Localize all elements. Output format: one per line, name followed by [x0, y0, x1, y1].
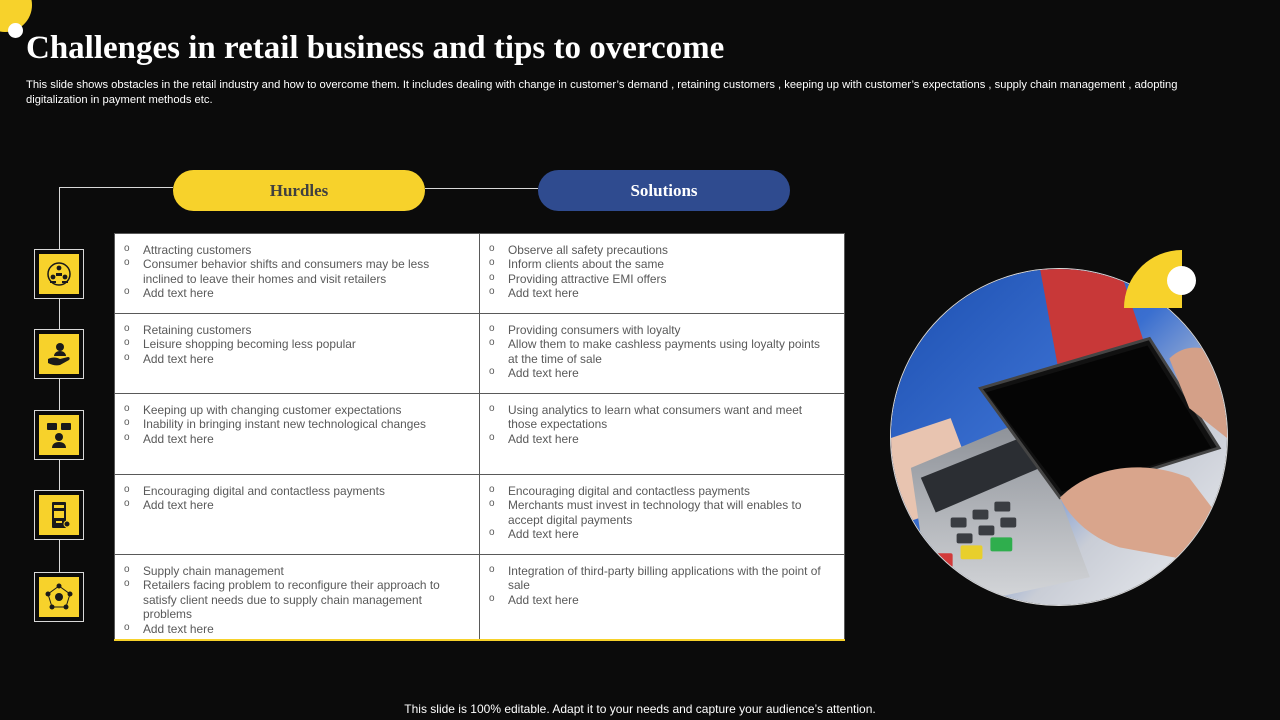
list-item: o Add text here	[124, 498, 465, 512]
row-icon-3	[34, 410, 84, 460]
corner-dot	[8, 23, 23, 38]
solutions-header: Solutions	[538, 170, 790, 211]
list-item: o Retaining customers	[124, 323, 465, 337]
table-row	[115, 394, 844, 475]
list-item: o Add text here	[489, 432, 830, 446]
photo-decoration-dot	[1167, 266, 1196, 295]
row-icon-5	[34, 572, 84, 622]
solutions-cell	[480, 394, 844, 474]
solutions-cell	[480, 475, 844, 554]
footer-note: This slide is 100% editable. Adapt it to your needs and capture your audience’s attention.	[404, 702, 876, 716]
row-icon-2	[34, 329, 84, 379]
list-item: o Supply chain management	[124, 564, 465, 578]
hurdles-header: Hurdles	[173, 170, 425, 211]
row-icon-1	[34, 249, 84, 299]
table-row	[115, 314, 844, 394]
list-item: o Add text here	[489, 593, 830, 607]
list-item: o Allow them to make cashless payments using loyalty points at the time of sale	[489, 337, 830, 366]
supply-network-icon	[44, 582, 74, 612]
hand-user-icon	[44, 339, 74, 369]
list-item: o Merchants must invest in technology that will enables to accept digital payments	[489, 498, 830, 527]
list-item: o Add text here	[489, 286, 830, 300]
page-subtitle: This slide shows obstacles in the retail industry and how to overcome them. It includes dealing with change in customer’s demand , retaining customers , keeping up with customer’s expectations , supply chain management , adopting digitalization in payment methods etc.	[26, 79, 1178, 106]
connector-line	[425, 188, 538, 189]
hurdles-cell	[115, 475, 480, 554]
table-row	[115, 234, 844, 314]
list-item: o Inform clients about the same	[489, 257, 830, 271]
list-item: o Providing attractive EMI offers	[489, 272, 830, 286]
customers-network-icon	[44, 259, 74, 289]
solutions-cell	[480, 234, 844, 313]
connector-line	[59, 187, 173, 188]
hurdles-cell	[115, 394, 480, 474]
table-accent-line	[114, 639, 845, 641]
list-item: o Using analytics to learn what consumers want and meet those expectations	[489, 403, 830, 432]
challenges-table	[114, 233, 845, 641]
atm-machine-icon	[44, 500, 74, 530]
hurdles-cell	[115, 234, 480, 313]
list-item: o Add text here	[124, 286, 465, 300]
hurdles-cell	[115, 555, 480, 640]
list-item: o Add text here	[124, 352, 465, 366]
contactless-payment-image	[891, 269, 1227, 605]
list-item: o Add text here	[489, 366, 830, 380]
user-chat-icon	[44, 420, 74, 450]
list-item: o Integration of third-party billing applications with the point of sale	[489, 564, 830, 593]
list-item: o Consumer behavior shifts and consumers may be less inclined to leave their homes and visit retailers	[124, 257, 465, 286]
table-row	[115, 475, 844, 555]
list-item: o Add text here	[489, 527, 830, 541]
table-row	[115, 555, 844, 640]
list-item: o Leisure shopping becoming less popular	[124, 337, 465, 351]
list-item: o Add text here	[124, 432, 465, 446]
list-item: o Inability in bringing instant new technological changes	[124, 417, 465, 431]
payment-photo	[890, 268, 1228, 606]
list-item: o Add text here	[124, 622, 465, 636]
list-item: o Encouraging digital and contactless payments	[489, 484, 830, 498]
solutions-cell	[480, 314, 844, 393]
list-item: o Providing consumers with loyalty	[489, 323, 830, 337]
hurdles-cell	[115, 314, 480, 393]
list-item: o Observe all safety precautions	[489, 243, 830, 257]
list-item: o Attracting customers	[124, 243, 465, 257]
list-item: o Keeping up with changing customer expectations	[124, 403, 465, 417]
list-item: o Retailers facing problem to reconfigure their approach to satisfy client needs due to supply chain management problems	[124, 578, 465, 621]
list-item: o Encouraging digital and contactless payments	[124, 484, 465, 498]
row-icon-4	[34, 490, 84, 540]
solutions-cell	[480, 555, 844, 640]
page-title: Challenges in retail business and tips to overcome	[26, 30, 725, 66]
